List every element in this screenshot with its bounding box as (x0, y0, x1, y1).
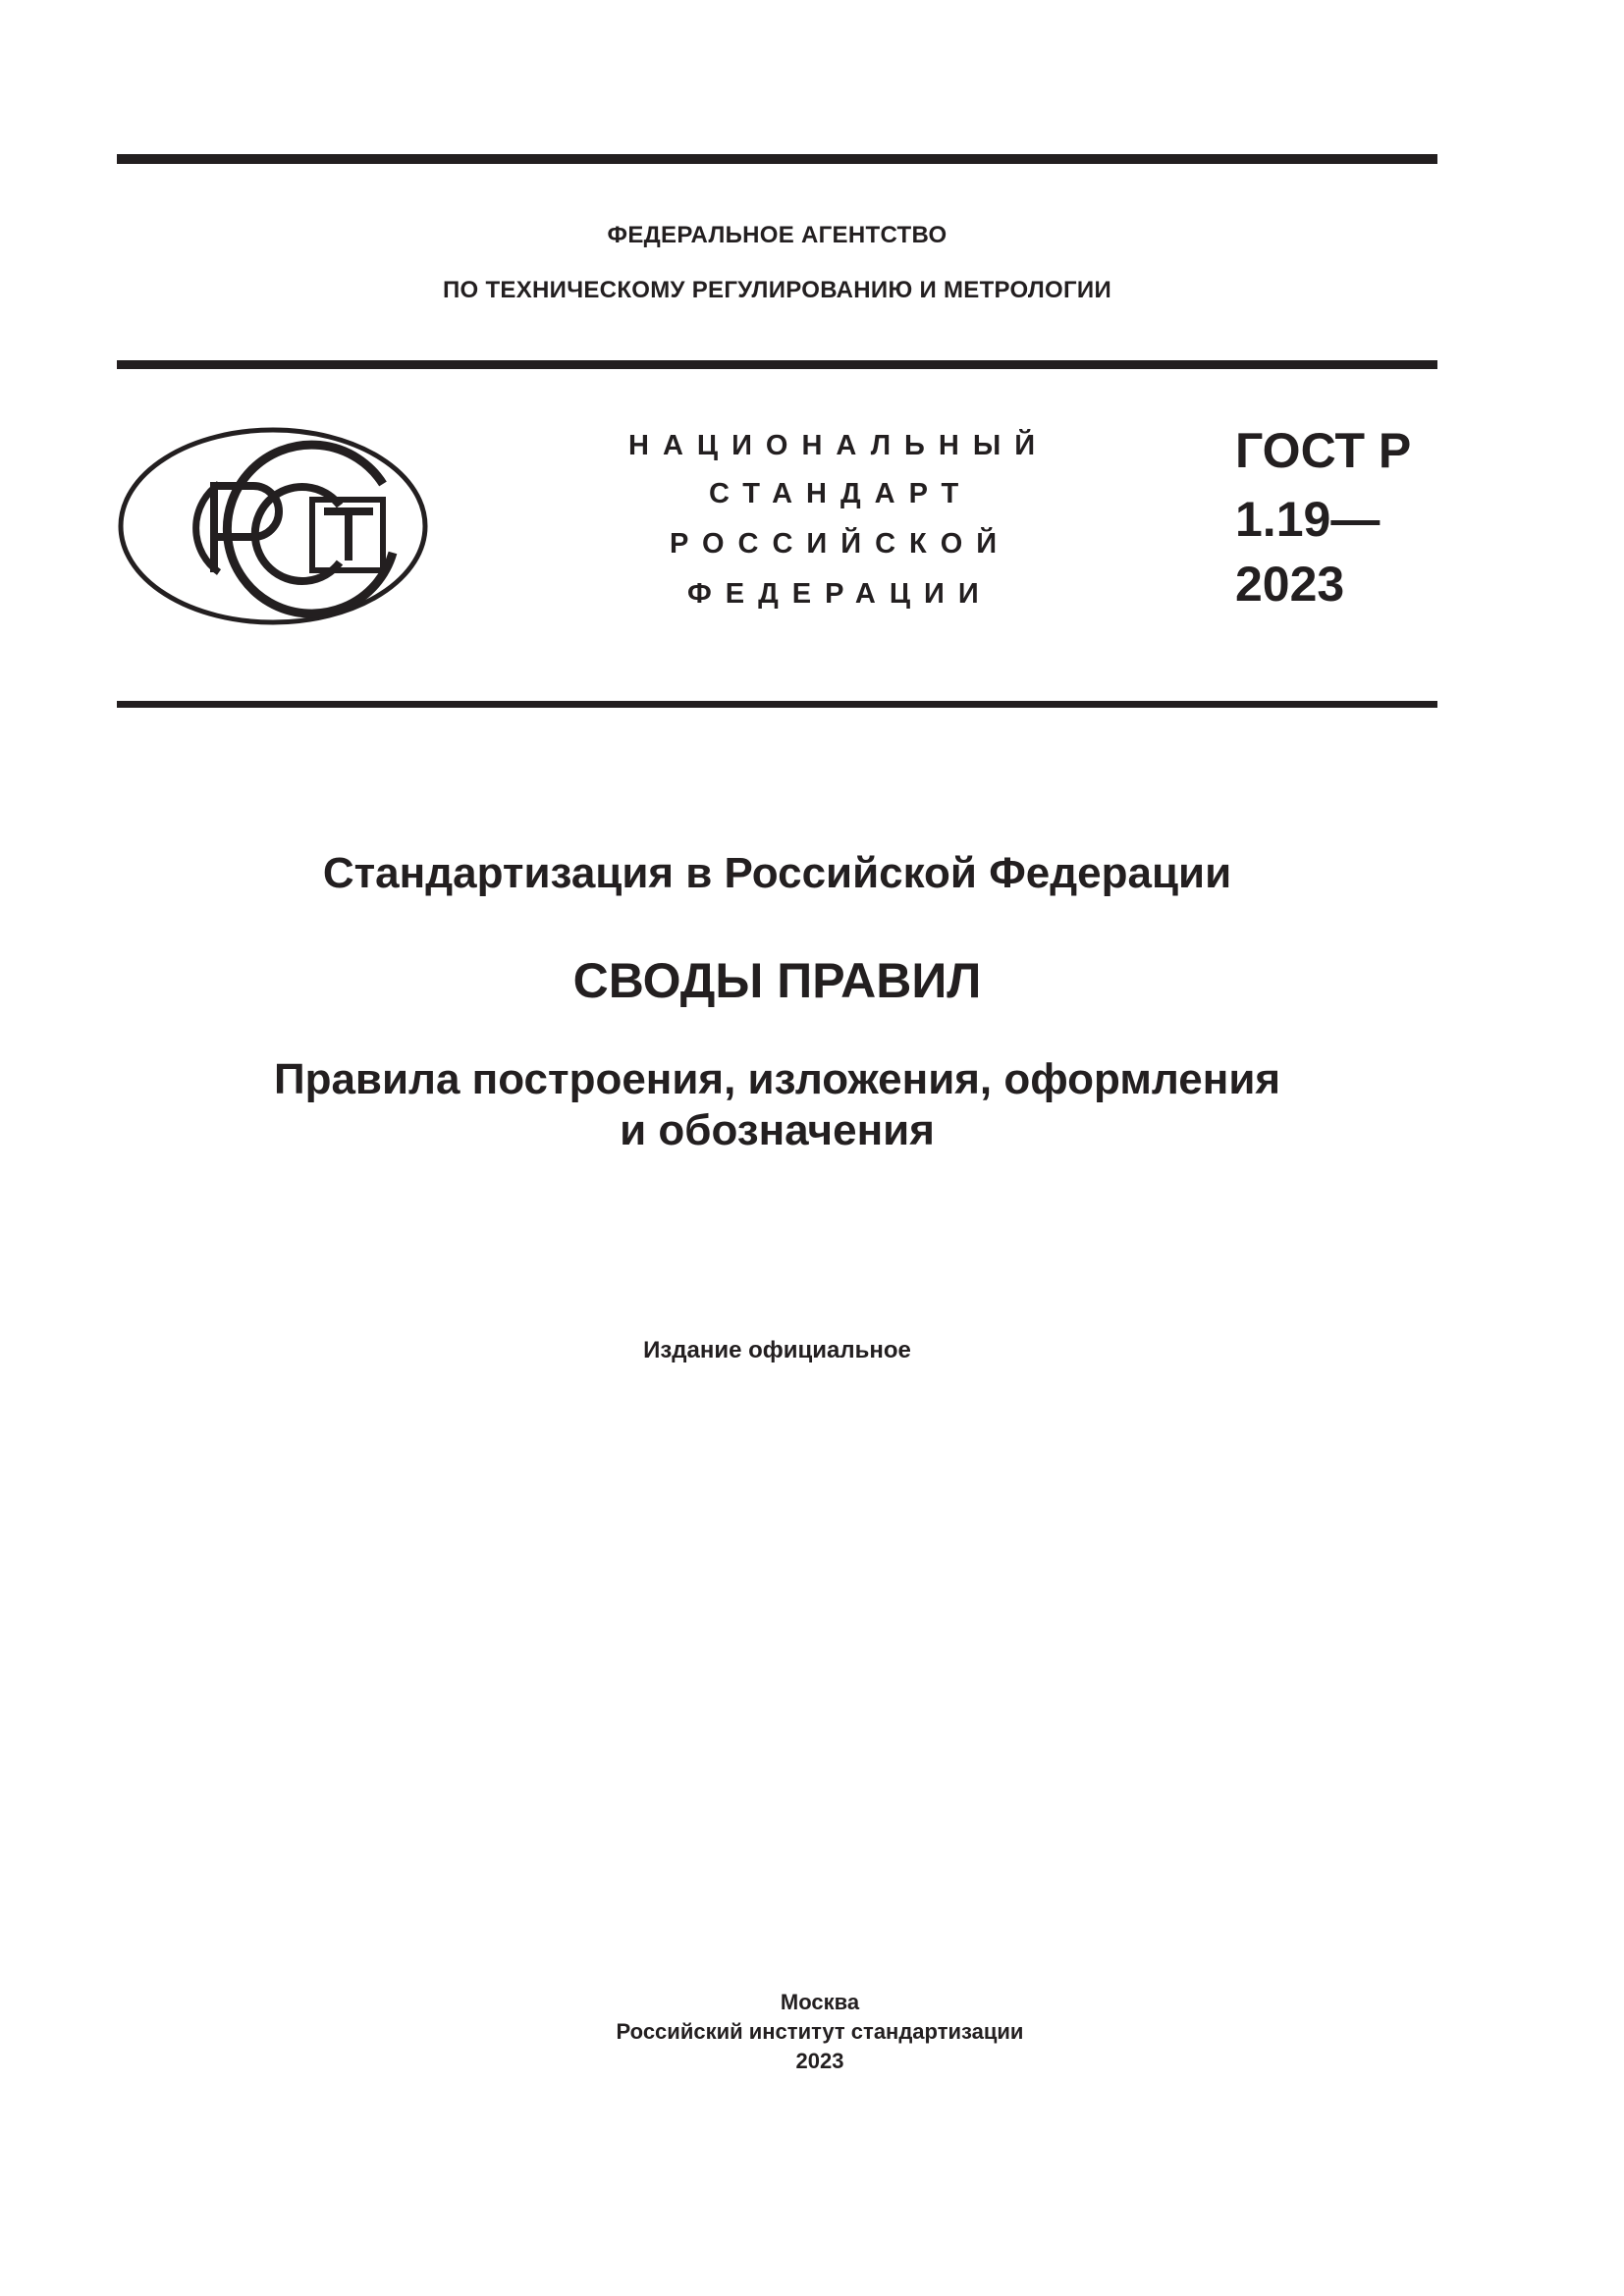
national-standard-line-4: ФЕДЕРАЦИИ (687, 578, 993, 610)
subtitle (117, 1054, 1437, 1156)
series-title: Стандартизация в Российской Федерации (322, 849, 1232, 897)
middle-rule (117, 360, 1437, 369)
imprint-city: Москва (780, 1990, 860, 2014)
gost-designation-line-1: ГОСТ Р (1235, 423, 1412, 478)
national-standard-line-3: РОССИЙСКОЙ (670, 528, 1011, 560)
gost-designation-line-3: 2023 (1235, 557, 1345, 612)
national-standard-line-2: СТАНДАРТ (709, 478, 973, 509)
gost-designation-line-2: 1.19— (1235, 492, 1380, 547)
lower-rule (117, 701, 1437, 708)
imprint-year: 2023 (795, 2049, 844, 2073)
agency-line-1: ФЕДЕРАЛЬНОЕ АГЕНТСТВО (607, 222, 947, 248)
main-title: СВОДЫ ПРАВИЛ (572, 953, 982, 1008)
imprint-publisher: Российский институт стандартизации (616, 2019, 1024, 2044)
subtitle-line-2: и обозначения (620, 1106, 935, 1154)
agency-line-2: ПО ТЕХНИЧЕСКОМУ РЕГУЛИРОВАНИЮ И МЕТРОЛОГИИ (442, 277, 1112, 303)
top-rule (117, 154, 1437, 164)
edition-label: Издание официальное (643, 1337, 911, 1363)
national-standard-line-1: НАЦИОНАЛЬНЫЙ (628, 430, 1050, 461)
subtitle-line-1: Правила построения, изложения, оформления (273, 1055, 1281, 1103)
rst-certification-logo-icon (116, 425, 430, 628)
